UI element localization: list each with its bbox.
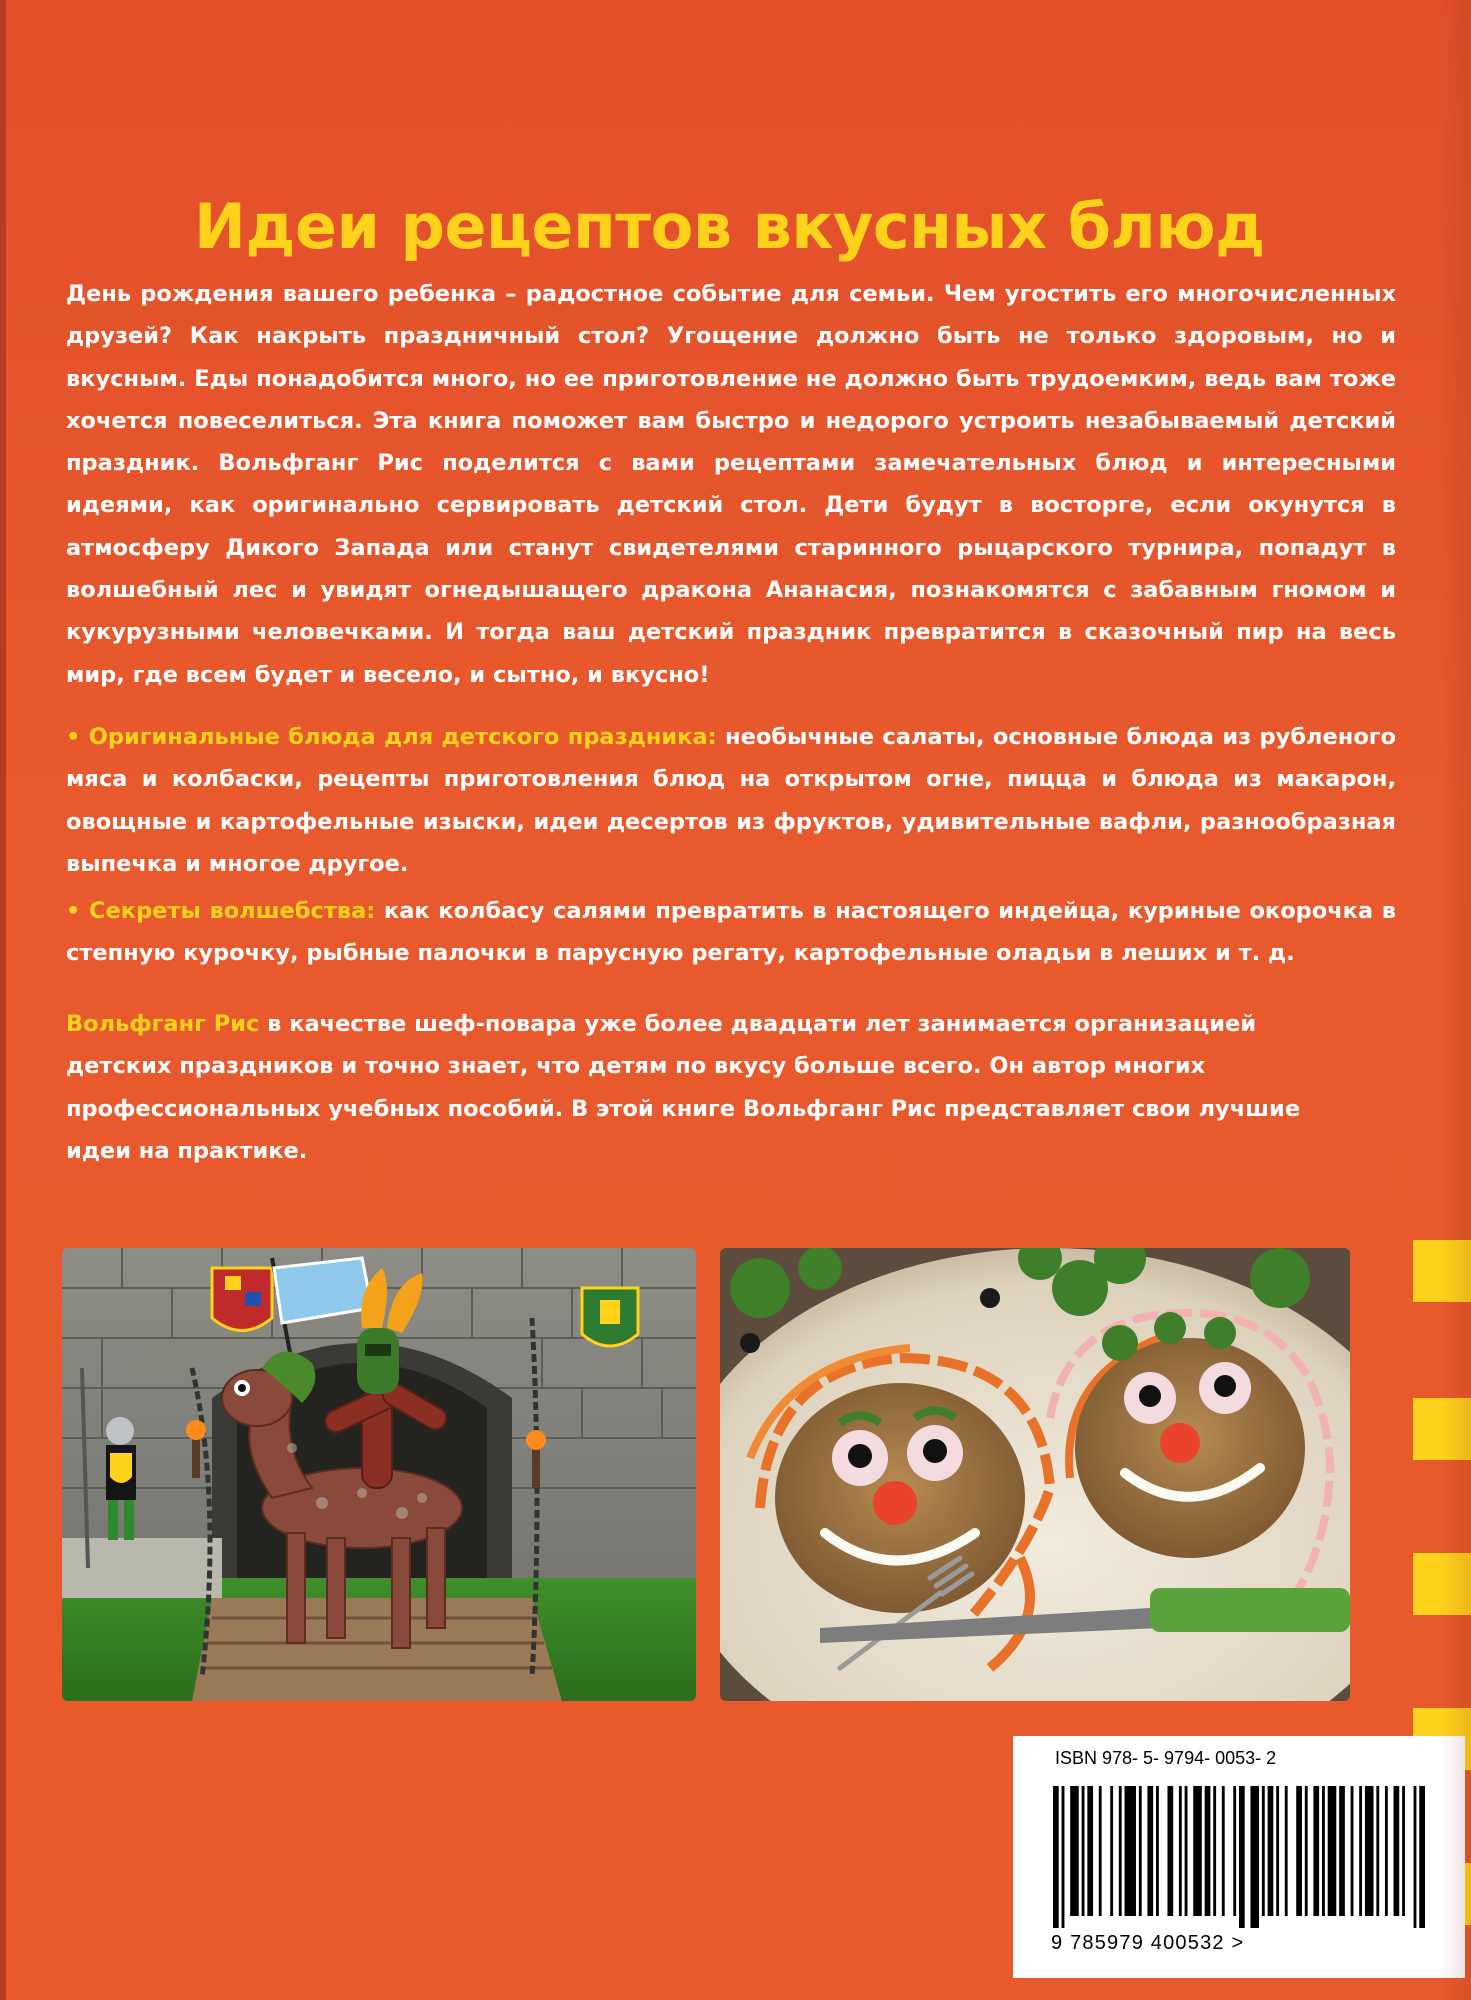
barcode-bar (1419, 1786, 1425, 1928)
barcode-bar (1394, 1786, 1400, 1916)
barcode-bar (1359, 1786, 1362, 1916)
barcode-bar (1322, 1786, 1325, 1916)
barcode-bar (1276, 1786, 1279, 1916)
barcode-bar (1313, 1786, 1319, 1916)
knight-castle-photo (62, 1248, 696, 1701)
pancake-faces-photo (720, 1248, 1350, 1701)
barcode-bar (1062, 1786, 1065, 1928)
barcode-bar (1167, 1786, 1173, 1916)
barcode-bar (1351, 1786, 1354, 1916)
barcode-bar (1268, 1786, 1274, 1916)
barcode-bar (1053, 1786, 1059, 1928)
barcode-bar (1376, 1786, 1379, 1916)
cover-title: Идеи рецептов вкусных блюд (194, 189, 1265, 263)
barcode-bar (1147, 1786, 1153, 1916)
barcode-bar (1233, 1786, 1236, 1916)
author-paragraph (66, 1003, 1356, 1172)
barcode-bar (1205, 1786, 1211, 1916)
barcode-bar (1305, 1786, 1308, 1916)
barcode-bar (1285, 1786, 1288, 1916)
author-bio: в качестве шеф-повара уже более двадцати лет занимается организацией детских праздников и точно знает, что детям по вкусу больше всего. Он автор многих профессиональных учебных пособий. В этой книге Вольфганг Рис представляет свои лучшие идеи на практике. (66, 1011, 1301, 1164)
edge-stripe (1413, 1240, 1471, 1302)
barcode-bar (1110, 1786, 1113, 1916)
pancake-faces-image (720, 1248, 1350, 1701)
isbn-digits: 9 785979 400532 > (1051, 1932, 1245, 1954)
barcode-bar (1262, 1786, 1265, 1916)
barcode-bar (1402, 1786, 1405, 1916)
barcode-bar (1213, 1786, 1216, 1916)
barcode-bar (1365, 1786, 1374, 1916)
barcode-bar (1296, 1786, 1302, 1916)
barcode-bar (1087, 1786, 1093, 1916)
barcode-bar (1070, 1786, 1079, 1916)
barcode-bar (1179, 1786, 1182, 1916)
barcode-bar (1119, 1786, 1122, 1916)
isbn-label: ISBN 978- 5- 9794- 0053- 2 (1055, 1748, 1277, 1768)
barcode-bar (1139, 1786, 1142, 1916)
barcode-bar (1250, 1786, 1259, 1928)
barcode-bar (1222, 1786, 1225, 1916)
barcode-bar (1156, 1786, 1159, 1916)
bullet-lead: • Оригинальные блюда для детского праздника: (66, 724, 717, 750)
barcode-bar (1239, 1786, 1245, 1928)
intro-paragraph: День рождения вашего ребенка – радостное событие для семьи. Чем угостить его многочисленных друзей? Как накрыть праздничный стол? Угощение должно быть не только здоровым, но и вкусным. Еды понадобится много, но ее приготовление не должно быть трудоемким, ведь вам тоже хочется повеселиться. Эта книга поможет вам быстро и недорого устроить незабываемый детский праздник. Вольфганг Рис поделится с вами рецептами замечательных блюд и интересными идеями, как оригинально сервировать детский стол. Дети будут в восторге, если окунутся в атмосферу Дикого Запада или станут свидетелями старинного рыцарского турнира, попадут в волшебный лес и увидят огнедышащего дракона Ананасия, познакомятся с забавным гномом и кукурузными человечками. И тогда ваш детский праздник превратится в сказочный пир на весь мир, где всем будет и весело, и сытно, и вкусно! (66, 281, 1396, 688)
bullet-magic-secrets (66, 890, 1396, 975)
bullet-original-dishes (66, 716, 1396, 885)
barcode-bar (1414, 1786, 1417, 1928)
barcode (1053, 1786, 1425, 1928)
knight-castle-image (62, 1248, 696, 1701)
barcode-bar (1339, 1786, 1345, 1916)
author-name: Вольфганг Рис (66, 1011, 260, 1037)
barcode-bar (1099, 1786, 1102, 1916)
barcode-bar (1193, 1786, 1202, 1916)
bullet-text: необычные салаты, основные блюда из рубленого мяса и колбаски, рецепты приготовления блюд на открытом огне, пицца и блюда из макарон, овощные и картофельные изыски, идеи десертов из фруктов, удивительные вафли, разнообразная выпечка и многое другое. (66, 724, 1396, 877)
bullet-lead: • Секреты волшебства: (66, 898, 376, 924)
barcode-bar (1125, 1786, 1136, 1916)
barcode-bar (1328, 1786, 1337, 1916)
edge-stripe (1413, 1398, 1471, 1460)
barcode-bar (1385, 1786, 1388, 1916)
barcode-bar (1082, 1786, 1085, 1916)
barcode-bar (1185, 1786, 1188, 1916)
isbn-barcode-box (1013, 1736, 1465, 1978)
edge-stripe (1413, 1553, 1471, 1615)
bullet-text: как колбасу салями превратить в настоящего индейца, куриные окорочка в степную курочку, рыбные палочки в парусную регату, картофельные оладьи в леших и т. д. (66, 898, 1396, 967)
